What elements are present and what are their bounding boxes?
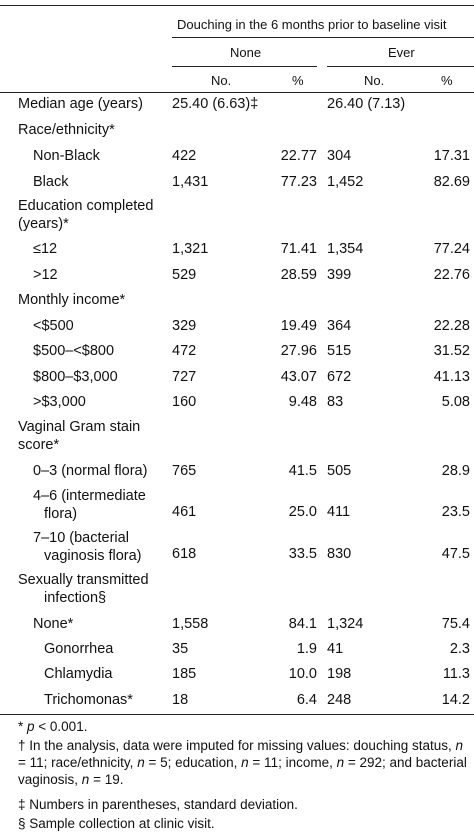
- cell-ever-no: 364: [327, 318, 352, 334]
- cell-none-pct: 19.49: [280, 318, 317, 334]
- cell-ever-pct: 47.5: [441, 546, 470, 562]
- row-label: >$3,000: [33, 394, 86, 410]
- cell-none-no: 422: [172, 148, 197, 164]
- footnote-imputation: [18, 737, 470, 788]
- cell-none-no: 25.40 (6.63)‡: [172, 96, 259, 112]
- cell-ever-no: 198: [327, 666, 352, 682]
- cell-none-pct: 77.23: [280, 174, 317, 190]
- cell-none-pct: 71.41: [280, 241, 317, 257]
- row-label: Sexually transmitted: [18, 572, 149, 588]
- footnote-text: = 292; and bacterial vaginosis,: [18, 755, 467, 787]
- cell-none-pct: 28.59: [280, 267, 317, 283]
- cell-none-pct: 10.0: [288, 666, 317, 682]
- cell-ever-pct: 31.52: [433, 343, 470, 359]
- cell-ever-pct: 2.3: [449, 641, 470, 657]
- cell-none-pct: 25.0: [288, 504, 317, 520]
- cell-none-no: 1,431: [172, 174, 209, 190]
- row-label-line2: infection§: [44, 590, 107, 606]
- cell-ever-pct: 22.76: [433, 267, 470, 283]
- col-header-none-pct: %: [292, 73, 304, 88]
- row-label: 0–3 (normal flora): [33, 463, 148, 479]
- cell-ever-no: 505: [327, 463, 352, 479]
- cell-ever-no: 1,354: [327, 241, 364, 257]
- footnote-threshold: < 0.001.: [34, 719, 88, 734]
- cell-ever-no: 26.40 (7.13): [327, 96, 406, 112]
- cell-ever-no: 41: [327, 641, 344, 657]
- row-label: ≤12: [33, 241, 58, 257]
- group-rule-ever: [327, 66, 474, 67]
- cell-none-pct: 33.5: [288, 546, 317, 562]
- cell-none-pct: 6.4: [296, 692, 317, 708]
- cell-ever-no: 672: [327, 369, 352, 385]
- row-label: Black: [33, 174, 69, 190]
- row-label-line2: vaginosis flora): [44, 548, 142, 564]
- footnote-n: n: [81, 772, 90, 787]
- cell-none-no: 35: [172, 641, 189, 657]
- group-rule-none: [172, 66, 317, 67]
- cell-none-no: 185: [172, 666, 197, 682]
- cell-ever-pct: 75.4: [441, 616, 470, 632]
- row-label: Median age (years): [18, 96, 143, 112]
- cell-ever-no: 411: [327, 504, 351, 520]
- cell-ever-pct: 23.5: [441, 504, 470, 520]
- span-header: Douching in the 6 months prior to baseline visit: [177, 17, 447, 32]
- col-header-none-no: No.: [211, 73, 232, 88]
- footnote-text: = 19.: [89, 772, 124, 787]
- cell-ever-pct: 28.9: [441, 463, 470, 479]
- row-label: Education completed: [18, 198, 154, 214]
- group-header-ever: Ever: [388, 45, 415, 60]
- cell-ever-no: 1,452: [327, 174, 364, 190]
- row-label: 7–10 (bacterial: [33, 530, 129, 546]
- row-label: Race/ethnicity*: [18, 122, 115, 138]
- cell-none-no: 765: [172, 463, 197, 479]
- cell-ever-pct: 22.28: [433, 318, 470, 334]
- row-label: Monthly income*: [18, 292, 126, 308]
- cell-none-pct: 41.5: [288, 463, 317, 479]
- cell-none-pct: 22.77: [280, 148, 317, 164]
- row-label: >12: [33, 267, 58, 283]
- table-top-rule: [0, 5, 474, 6]
- footnote-text: = 11; income,: [248, 755, 337, 770]
- footnote-n: n: [455, 738, 463, 753]
- cell-none-no: 18: [172, 692, 189, 708]
- cell-ever-no: 248: [327, 692, 352, 708]
- cell-none-no: 727: [172, 369, 197, 385]
- cell-ever-pct: 14.2: [441, 692, 470, 708]
- cell-none-no: 160: [172, 394, 197, 410]
- span-rule: [172, 37, 474, 38]
- footnote-p: p: [27, 719, 35, 734]
- table-bottom-rule: [0, 714, 474, 715]
- cell-ever-pct: 5.08: [441, 394, 470, 410]
- footnote-n: n: [336, 755, 345, 770]
- footnote-text: † In the analysis, data were imputed for missing values: douching status,: [18, 738, 456, 753]
- row-label: Chlamydia: [44, 666, 113, 682]
- group-header-none: None: [230, 45, 262, 60]
- cell-ever-no: 304: [327, 148, 352, 164]
- col-header-ever-no: No.: [364, 73, 385, 88]
- cell-ever-pct: 82.69: [433, 174, 470, 190]
- cell-ever-no: 1,324: [327, 616, 364, 632]
- cell-ever-no: 830: [327, 546, 352, 562]
- cell-none-pct: 27.96: [280, 343, 317, 359]
- row-label: $500–<$800: [33, 343, 115, 359]
- footnote-sample: § Sample collection at clinic visit.: [18, 816, 215, 831]
- footnote-text: = 11; race/ethnicity,: [18, 755, 138, 770]
- row-label: Vaginal Gram stain: [18, 419, 141, 435]
- cell-ever-no: 83: [327, 394, 344, 410]
- cell-none-pct: 84.1: [288, 616, 317, 632]
- row-label-line2: (years)*: [18, 216, 69, 232]
- cell-none-no: 529: [172, 267, 197, 283]
- footnote-star: *: [18, 719, 28, 734]
- cell-ever-no: 399: [327, 267, 352, 283]
- row-label: Trichomonas*: [44, 692, 133, 708]
- cell-none-no: 461: [172, 504, 197, 520]
- row-label: None*: [33, 616, 74, 632]
- footnote-n: n: [137, 755, 145, 770]
- row-label-line2: score*: [18, 437, 60, 453]
- cell-none-no: 472: [172, 343, 197, 359]
- row-label-line2: flora): [44, 506, 78, 522]
- cell-ever-pct: 41.13: [433, 369, 470, 385]
- cell-ever-pct: 11.3: [442, 666, 470, 682]
- row-label: $800–$3,000: [33, 369, 118, 385]
- footnote-n: n: [241, 755, 249, 770]
- cell-none-no: 1,321: [172, 241, 209, 257]
- cell-none-pct: 1.9: [296, 641, 317, 657]
- header-bottom-rule: [0, 92, 474, 93]
- footnote-text: = 5; education,: [144, 755, 242, 770]
- footnote-significance: [18, 718, 470, 735]
- row-label: 4–6 (intermediate: [33, 488, 146, 504]
- footnote-sd: ‡ Numbers in parentheses, standard deviation.: [18, 797, 298, 812]
- cell-none-no: 329: [172, 318, 197, 334]
- cell-none-pct: 43.07: [280, 369, 317, 385]
- cell-none-pct: 9.48: [288, 394, 317, 410]
- row-label: Gonorrhea: [44, 641, 114, 657]
- cell-ever-pct: 17.31: [433, 148, 470, 164]
- cell-ever-no: 515: [327, 343, 352, 359]
- cell-ever-pct: 77.24: [433, 241, 470, 257]
- col-header-ever-pct: %: [441, 73, 453, 88]
- cell-none-no: 618: [172, 546, 197, 562]
- cell-none-no: 1,558: [172, 616, 209, 632]
- row-label: <$500: [33, 318, 74, 334]
- row-label: Non-Black: [33, 148, 100, 164]
